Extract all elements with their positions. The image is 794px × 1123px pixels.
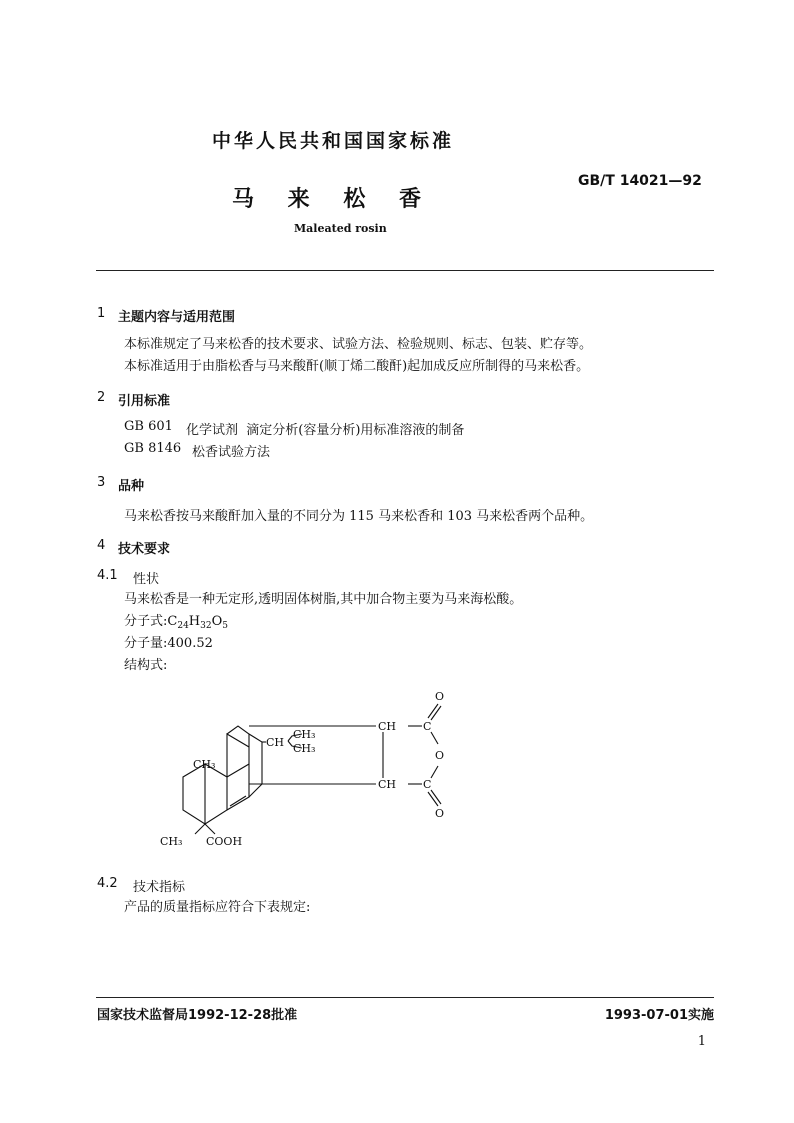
structure-atom-label: O <box>435 690 445 703</box>
formula-label: 分子式: <box>124 614 168 629</box>
structure-atom-label: CH₃ <box>193 758 216 771</box>
section-1-paragraph-2: 本标准适用于由脂松香与马来酸酐(顺丁烯二酸酐)起加成反应所制得的马来松香。 <box>124 359 590 374</box>
structure-atom-label: CH <box>266 736 285 749</box>
structure-atom-label: CH₃ <box>160 835 183 848</box>
header-rule <box>96 270 714 271</box>
section-4-1-paragraph: 马来松香是一种无定形,透明固体树脂,其中加合物主要为马来海松酸。 <box>124 592 523 607</box>
structure-atom-label: C <box>423 720 432 733</box>
section-4-1-heading: 性状 <box>133 572 160 587</box>
molecular-weight-label: 分子量: <box>124 636 168 651</box>
section-1-number: 1 <box>97 306 106 321</box>
section-4-number: 4 <box>97 538 106 553</box>
section-4-1-number: 4.1 <box>97 568 118 583</box>
structure-atom-label: CH <box>378 720 397 733</box>
section-4-2-paragraph: 产品的质量指标应符合下表规定: <box>124 900 311 915</box>
document-title: 马 来 松 香 <box>232 187 421 212</box>
structure-labels <box>160 690 444 848</box>
structure-atom-label: CH₃ <box>293 728 316 741</box>
structure-label: 结构式: <box>124 658 168 673</box>
molecular-weight-value: 400.52 <box>167 636 213 651</box>
structural-formula <box>150 682 470 854</box>
reference-code: GB 601 <box>124 419 173 434</box>
approval-note: 国家技术监督局1992-12-28批准 <box>97 1008 298 1023</box>
section-4-2-number: 4.2 <box>97 876 118 891</box>
formula-element: H <box>188 614 201 629</box>
section-1-heading: 主题内容与适用范围 <box>118 310 236 325</box>
footer-rule <box>96 997 714 998</box>
molecular-weight <box>124 632 213 651</box>
structure-bonds <box>183 704 441 834</box>
formula-subscript: 24 <box>177 621 189 631</box>
molecular-formula <box>124 610 228 631</box>
section-2-heading: 引用标准 <box>118 394 171 409</box>
reference-title: 松香试验方法 <box>192 445 271 460</box>
english-title: Maleated rosin <box>294 222 387 235</box>
implementation-date: 1993-07-01实施 <box>604 1008 714 1023</box>
section-1-paragraph-1: 本标准规定了马来松香的技术要求、试验方法、检验规则、标志、包装、贮存等。 <box>124 337 593 352</box>
national-standard-title: 中华人民共和国国家标准 <box>212 130 455 152</box>
reference-title: 化学试剂 滴定分析(容量分析)用标准溶液的制备 <box>186 423 465 438</box>
structure-atom-label: C <box>423 778 432 791</box>
standard-code: GB/T 14021—92 <box>578 173 702 189</box>
structure-atom-label: O <box>435 807 445 820</box>
section-4-heading: 技术要求 <box>118 542 171 557</box>
formula-subscript: 5 <box>222 621 228 631</box>
structure-atom-label: CH <box>378 778 397 791</box>
formula-element: O <box>211 614 223 629</box>
structure-atom-label: CH₃ <box>293 742 316 755</box>
section-3-paragraph: 马来松香按马来酸酐加入量的不同分为 115 马来松香和 103 马来松香两个品种。 <box>124 509 594 524</box>
formula-element: C <box>167 614 178 629</box>
section-3-heading: 品种 <box>118 479 145 494</box>
section-2-number: 2 <box>97 390 106 405</box>
section-3-number: 3 <box>97 475 106 490</box>
structure-atom-label: O <box>435 749 445 762</box>
section-4-2-heading: 技术指标 <box>133 880 186 895</box>
structure-atom-label: COOH <box>206 835 243 848</box>
reference-code: GB 8146 <box>124 441 182 456</box>
page-number: 1 <box>697 1034 706 1049</box>
formula-subscript: 32 <box>200 621 212 631</box>
